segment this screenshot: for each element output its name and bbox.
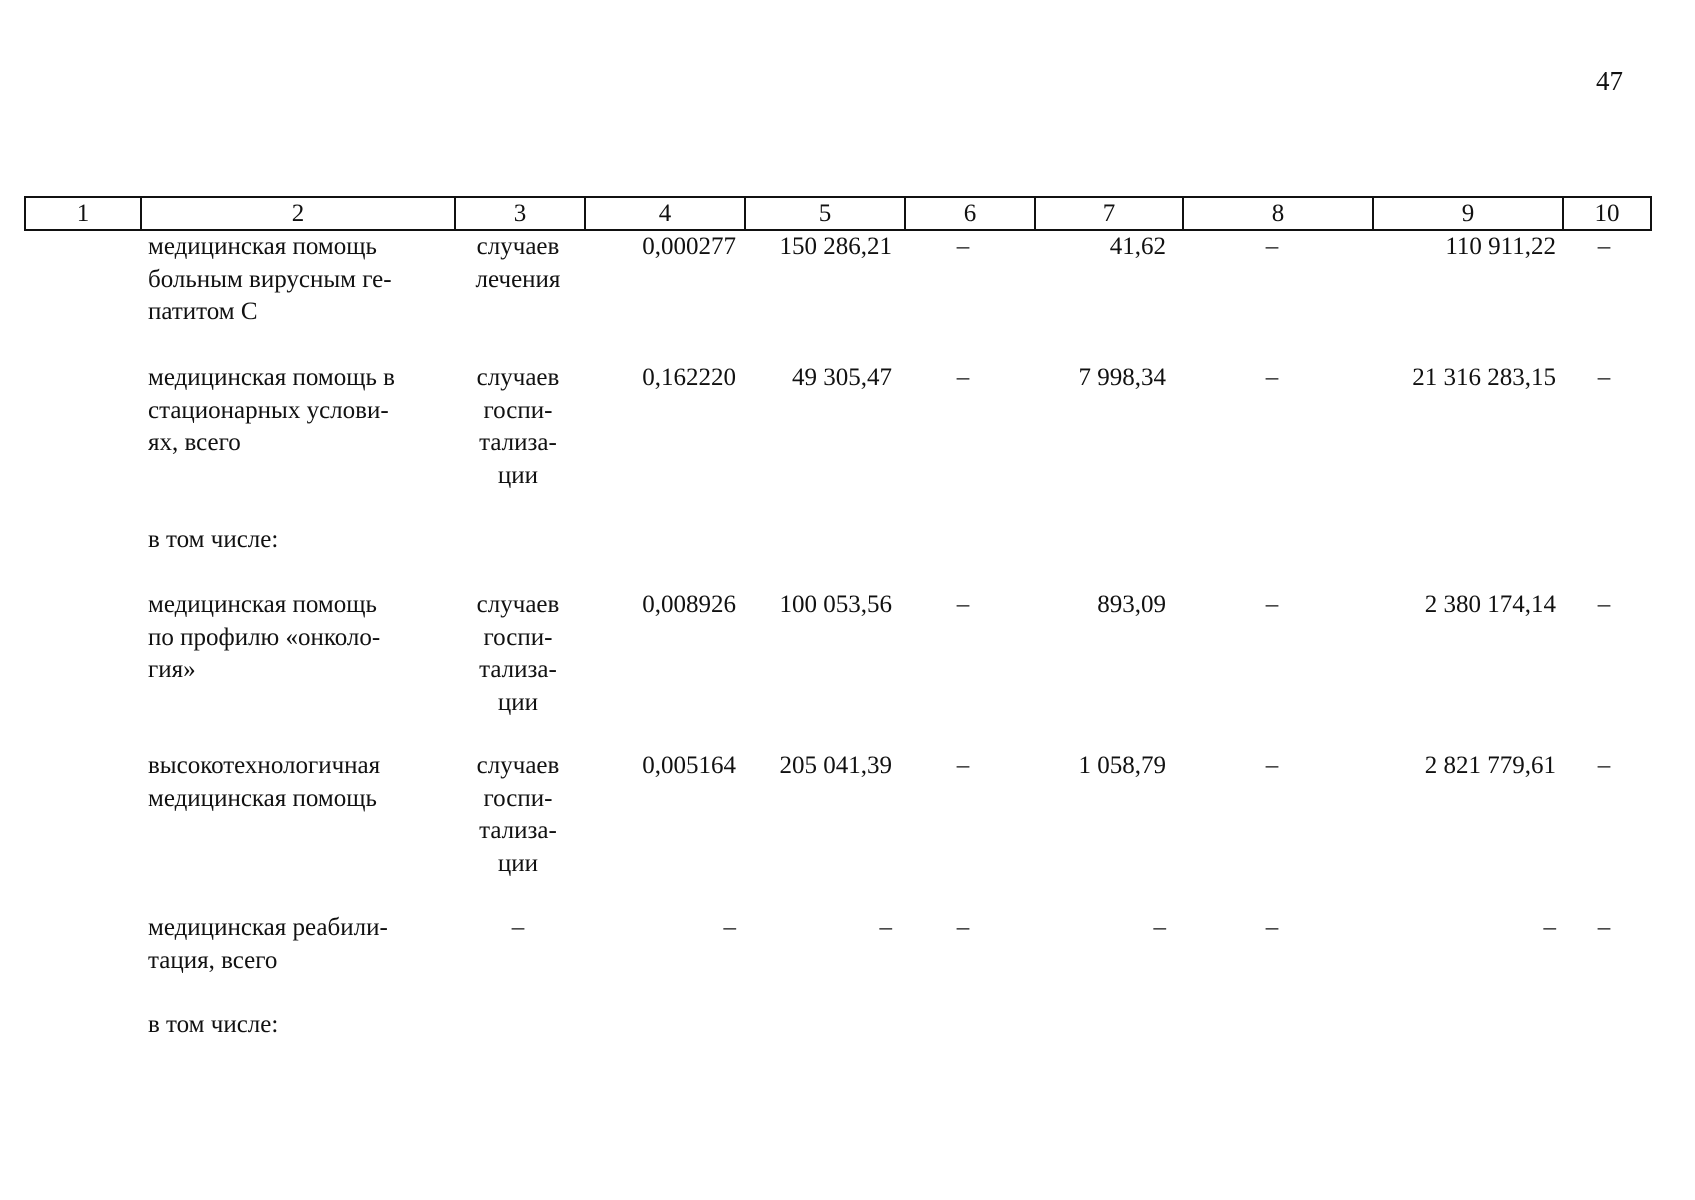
row-unit: [462, 912, 574, 945]
row-col10-value: –: [1597, 233, 1611, 260]
header-col-1: 1: [25, 197, 141, 230]
row-col6-value: –: [956, 233, 970, 260]
row-col8-value: –: [1265, 914, 1279, 941]
header-col-7: 7: [1035, 197, 1183, 230]
row-col8-value: –: [1265, 233, 1279, 260]
row-col5-value: 49 305,47: [792, 364, 892, 391]
row-col8-value: –: [1265, 364, 1279, 391]
row-col10-value: –: [1597, 752, 1611, 779]
row-name-line: медицинская помощь: [148, 591, 377, 618]
row-name-line: медицинская помощь в: [148, 364, 395, 391]
header-col-9: 9: [1373, 197, 1563, 230]
row-unit-line: случаев: [476, 591, 560, 618]
row-col4-value: 0,008926: [642, 591, 736, 618]
row-col9-value: 110 911,22: [1445, 233, 1556, 260]
row-col4-value: –: [723, 914, 736, 941]
row-col10-value: –: [1597, 591, 1611, 618]
row-name-line: патитом С: [148, 298, 258, 325]
page-number: 47: [1596, 66, 1623, 96]
row-unit-line: тализа-: [479, 817, 557, 844]
row-col6-value: –: [956, 364, 970, 391]
header-col-2: 2: [141, 197, 455, 230]
row-col9-value: 21 316 283,15: [1412, 364, 1556, 391]
row-unit-line: госпи-: [483, 784, 553, 812]
header-col-8: 8: [1183, 197, 1373, 230]
header-col-10: 10: [1563, 197, 1651, 230]
row-unit-line: госпи-: [483, 623, 553, 651]
row-name-line: гия»: [148, 656, 196, 683]
row-name: [148, 912, 444, 977]
row-col9-value: –: [1543, 914, 1556, 941]
header-col-4: 4: [585, 197, 745, 230]
row-col4-value: 0,162220: [642, 364, 736, 391]
row-col5-value: 205 041,39: [779, 752, 892, 779]
row-unit-line: ции: [497, 688, 539, 716]
row-col7-value: 1 058,79: [1078, 752, 1166, 779]
row-col9-value: 2 821 779,61: [1424, 752, 1556, 779]
row-name-line: стационарных услови-: [148, 396, 389, 424]
row-col9-value: 2 380 174,14: [1424, 591, 1556, 618]
row-unit-line: случаев: [476, 233, 560, 260]
row-col5-value: –: [879, 914, 892, 941]
row-name: [148, 362, 444, 460]
row-unit-line: –: [511, 914, 525, 941]
row-unit-line: госпи-: [483, 396, 553, 424]
row-unit-line: тализа-: [479, 429, 557, 456]
row-col7-value: –: [1153, 914, 1166, 941]
row-unit-line: случаев: [476, 752, 560, 779]
row-col8-value: –: [1265, 752, 1279, 779]
row-name: [148, 750, 444, 815]
row-col6-value: –: [956, 914, 970, 941]
row-unit-line: лечения: [475, 265, 561, 293]
row-name-line: больным вирусным ге-: [148, 265, 392, 293]
row-unit-line: ции: [497, 849, 539, 877]
row-col5-value: 150 286,21: [779, 233, 892, 260]
row-unit: [462, 362, 574, 492]
row-name-line: ях, всего: [148, 429, 241, 456]
row-name-line: медицинская помощь: [148, 233, 377, 260]
row-unit-line: случаев: [476, 364, 560, 391]
row-subheading: в том числе:: [148, 1011, 279, 1038]
column-number-header: [24, 196, 1652, 231]
row-unit-line: тализа-: [479, 656, 557, 683]
row-col5-value: 100 053,56: [779, 591, 892, 618]
row-subheading: в том числе:: [148, 526, 279, 553]
row-col7-value: 7 998,34: [1078, 364, 1166, 391]
row-name-line: тация, всего: [148, 946, 278, 974]
row-col7-value: 41,62: [1109, 233, 1166, 260]
row-name-line: высокотехнологичная: [148, 752, 381, 779]
row-name-line: медицинская реабили-: [148, 914, 388, 941]
row-name: [148, 589, 444, 687]
row-col6-value: –: [956, 591, 970, 618]
row-name-line: медицинская помощь: [148, 784, 377, 812]
header-col-6: 6: [905, 197, 1035, 230]
row-col7-value: 893,09: [1097, 591, 1166, 618]
row-unit-line: ции: [497, 461, 539, 489]
row-col6-value: –: [956, 752, 970, 779]
row-col10-value: –: [1597, 914, 1611, 941]
row-name-line: по профилю «онколо-: [148, 623, 381, 651]
row-col4-value: 0,005164: [642, 752, 736, 779]
row-unit: [462, 231, 574, 296]
row-col4-value: 0,000277: [642, 233, 736, 260]
header-col-5: 5: [745, 197, 905, 230]
row-col10-value: –: [1597, 364, 1611, 391]
row-unit: [462, 589, 574, 719]
row-unit: [462, 750, 574, 880]
header-col-3: 3: [455, 197, 585, 230]
row-name: [148, 231, 444, 329]
row-col8-value: –: [1265, 591, 1279, 618]
